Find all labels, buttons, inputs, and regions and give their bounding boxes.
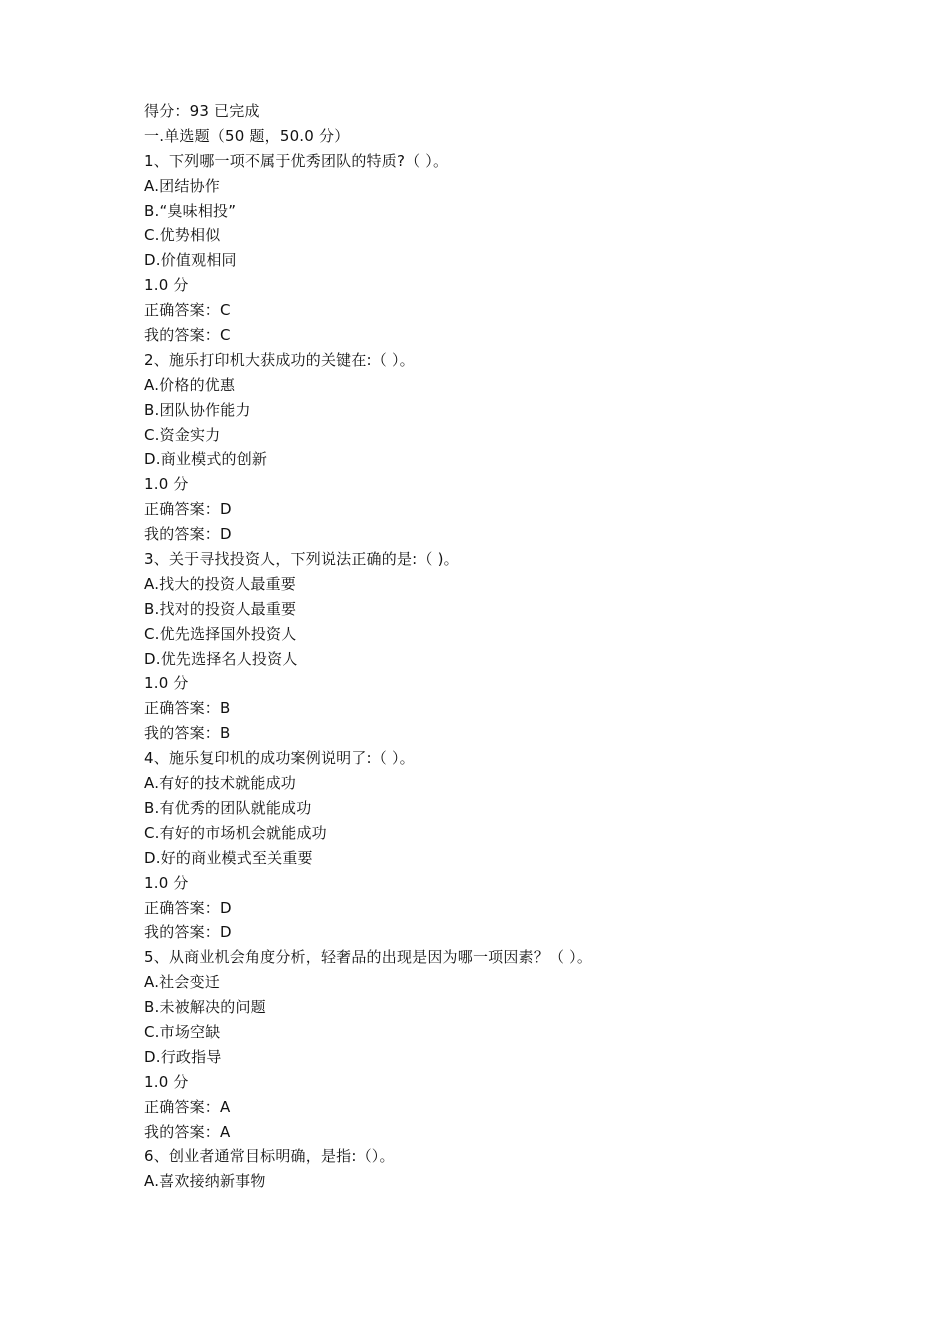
score-status: 得分：93 已完成 <box>144 102 260 120</box>
question-score: 1.0 分 <box>144 1072 189 1091</box>
option-d: D.好的商业模式至关重要 <box>144 848 313 867</box>
my-answer: 我的答案：C <box>144 326 231 345</box>
question-score: 1.0 分 <box>144 873 189 892</box>
question-score: 1.0 分 <box>144 674 189 693</box>
my-answer: 我的答案：A <box>144 1122 231 1141</box>
question-stem: 1、下列哪一项不属于优秀团队的特质?（ ）。 <box>144 151 449 170</box>
option-c: C.资金实力 <box>144 425 221 444</box>
question-block <box>144 1144 884 1194</box>
option-c: C.有好的市场机会就能成功 <box>144 823 327 842</box>
question-block <box>144 547 884 746</box>
question-stem: 4、施乐复印机的成功案例说明了:（ ）。 <box>144 749 415 768</box>
correct-answer: 正确答案：C <box>144 301 231 320</box>
option-b: B.“臭味相投” <box>144 201 237 220</box>
my-answer: 我的答案：B <box>144 724 231 743</box>
question-block <box>144 149 884 348</box>
option-a: A.社会变迁 <box>144 973 220 992</box>
option-c: C.优先选择国外投资人 <box>144 624 297 643</box>
question-stem: 5、从商业机会角度分析，轻奢品的出现是因为哪一项因素？（ ）。 <box>144 948 593 967</box>
option-a: A.团结协作 <box>144 176 220 195</box>
option-c: C.市场空缺 <box>144 1022 221 1041</box>
option-c: C.优势相似 <box>144 226 221 245</box>
question-block <box>144 746 884 945</box>
correct-answer: 正确答案：A <box>144 1097 231 1116</box>
document-page <box>144 99 884 1194</box>
my-answer: 我的答案：D <box>144 525 232 544</box>
question-score: 1.0 分 <box>144 475 189 494</box>
option-b: B.未被解决的问题 <box>144 998 266 1017</box>
option-a: A.找大的投资人最重要 <box>144 574 296 593</box>
option-d: D.价值观相同 <box>144 251 237 270</box>
question-block <box>144 945 884 1144</box>
option-b: B.团队协作能力 <box>144 400 251 419</box>
option-d: D.商业模式的创新 <box>144 450 268 469</box>
correct-answer: 正确答案：D <box>144 898 232 917</box>
option-b: B.有优秀的团队就能成功 <box>144 798 312 817</box>
option-a: A.价格的优惠 <box>144 375 236 394</box>
question-stem: 6、创业者通常目标明确，是指:（）。 <box>144 1147 395 1166</box>
my-answer: 我的答案：D <box>144 923 232 942</box>
option-a: A.有好的技术就能成功 <box>144 774 296 793</box>
section-title: 一.单选题（50 题，50.0 分） <box>144 126 350 145</box>
option-a: A.喜欢接纳新事物 <box>144 1172 266 1191</box>
correct-answer: 正确答案：D <box>144 500 232 519</box>
question-stem: 2、施乐打印机大获成功的关键在:（ ）。 <box>144 350 415 369</box>
correct-answer: 正确答案：B <box>144 699 231 718</box>
question-block <box>144 348 884 547</box>
question-stem: 3、关于寻找投资人，下列说法正确的是:（ )。 <box>144 550 459 569</box>
option-d: D.行政指导 <box>144 1047 222 1066</box>
option-d: D.优先选择名人投资人 <box>144 649 298 668</box>
option-b: B.找对的投资人最重要 <box>144 599 297 618</box>
question-score: 1.0 分 <box>144 276 189 295</box>
